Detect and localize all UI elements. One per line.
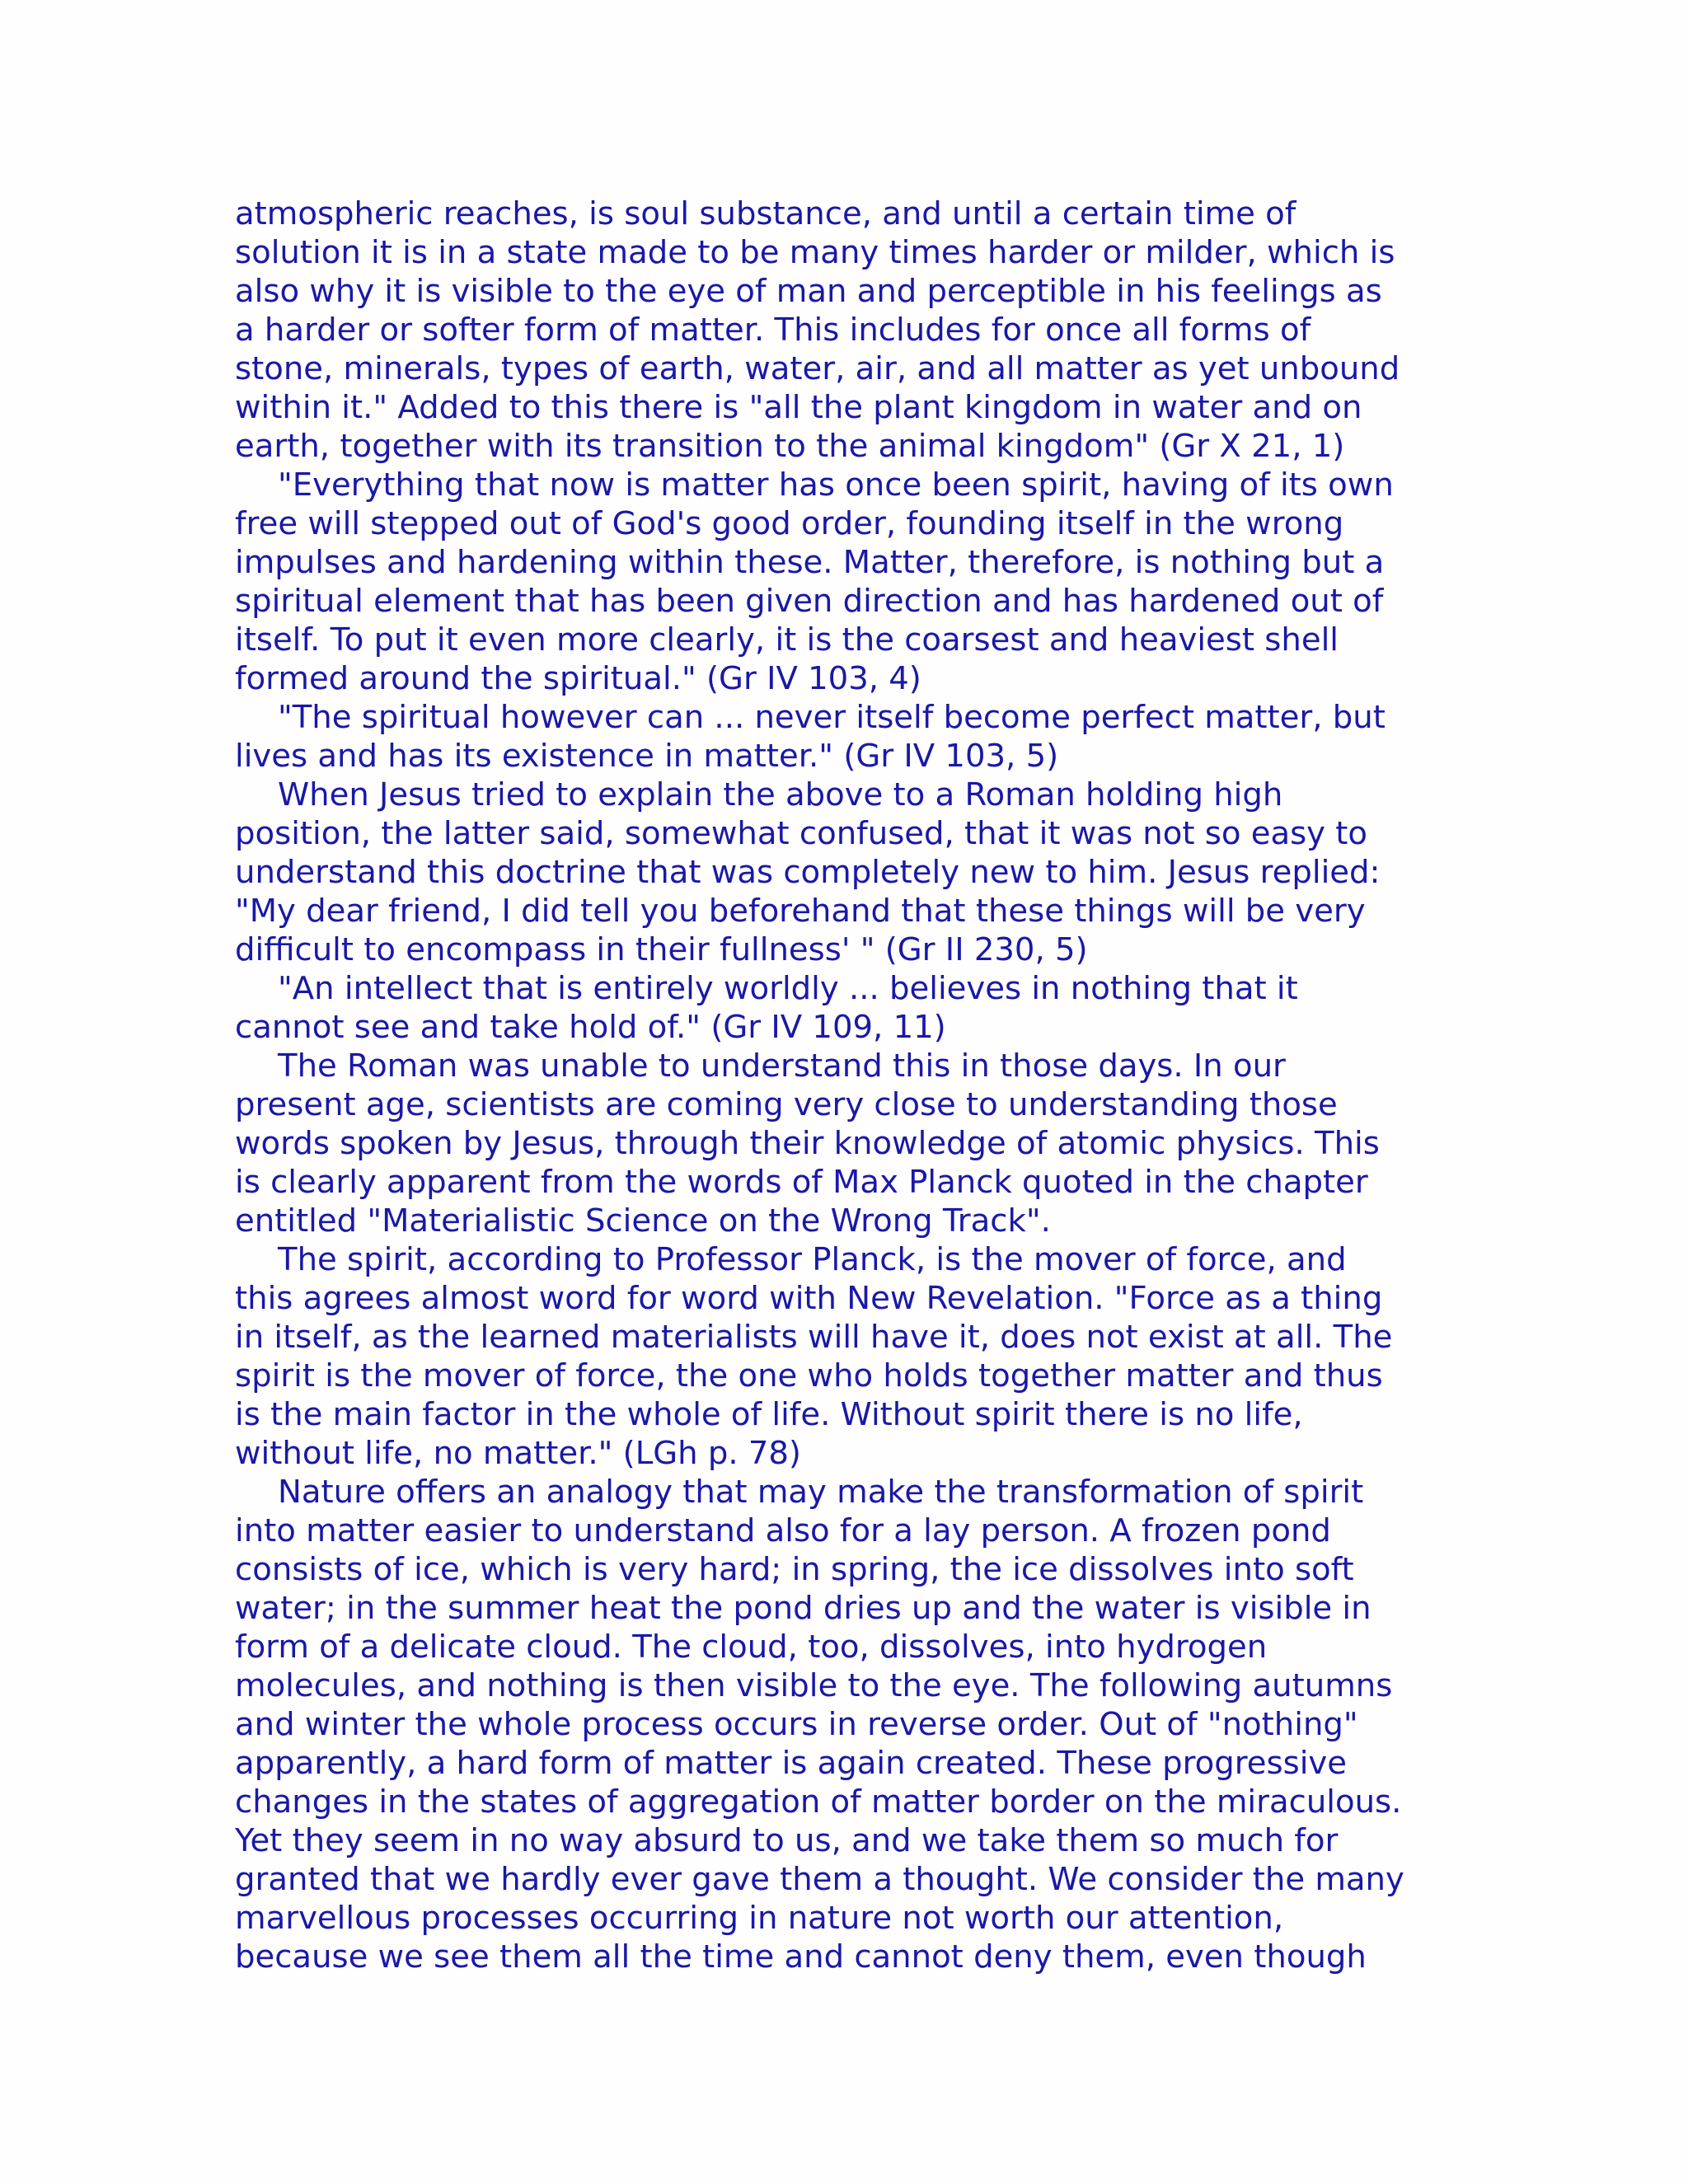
text-line: stone, minerals, types of earth, water, air, and all matter as yet unbound: [235, 350, 1400, 387]
paragraph-start-line: The spirit, according to Professor Planck, is the mover of force, and: [278, 1241, 1347, 1278]
paragraph-start-line: "Everything that now is matter has once been spirit, having of its own: [278, 466, 1394, 504]
paragraph-start-line: Nature offers an analogy that may make the transformation of spirit: [278, 1474, 1364, 1511]
text-line: cannot see and take hold of." (Gr IV 109, 11): [235, 1009, 946, 1046]
text-line: changes in the states of aggregation of matter border on the miraculous.: [235, 1783, 1402, 1821]
text-line: words spoken by Jesus, through their knowledge of atomic physics. This: [235, 1125, 1380, 1162]
text-line: entitled "Materialistic Science on the Wrong Track".: [235, 1202, 1051, 1240]
text-line: position, the latter said, somewhat confused, that it was not so easy to: [235, 815, 1368, 852]
text-line: in itself, as the learned materialists will have it, does not exist at all. The: [235, 1319, 1393, 1356]
paragraph-start-line: The Roman was unable to understand this in those days. In our: [278, 1047, 1286, 1085]
text-line: difficult to encompass in their fullness' " (Gr II 230, 5): [235, 931, 1088, 968]
text-line: spirit is the mover of force, the one who holds together matter and thus: [235, 1357, 1383, 1394]
text-line: also why it is visible to the eye of man and perceptible in his feelings as: [235, 273, 1382, 310]
text-line: apparently, a hard form of matter is again created. These progressive: [235, 1745, 1347, 1782]
text-line: formed around the spiritual." (Gr IV 103, 4): [235, 660, 921, 697]
text-line: Yet they seem in no way absurd to us, and we take them so much for: [235, 1822, 1339, 1859]
text-line: consists of ice, which is very hard; in spring, the ice dissolves into soft: [235, 1551, 1354, 1588]
text-line: molecules, and nothing is then visible to the eye. The following autumns: [235, 1667, 1393, 1704]
body-text: [235, 194, 1471, 1976]
text-line: impulses and hardening within these. Matter, therefore, is nothing but a: [235, 544, 1385, 581]
text-line: marvellous processes occurring in nature not worth our attention,: [235, 1900, 1284, 1937]
text-line: spiritual element that has been given direction and has hardened out of: [235, 583, 1384, 620]
text-line: without life, no matter." (LGh p. 78): [235, 1435, 801, 1472]
text-line: is the main factor in the whole of life. Without spirit there is no life,: [235, 1396, 1303, 1433]
text-line: a harder or softer form of matter. This includes for once all forms of: [235, 312, 1311, 349]
text-line: "My dear friend, I did tell you beforehand that these things will be very: [235, 893, 1366, 930]
text-line: form of a delicate cloud. The cloud, too, dissolves, into hydrogen: [235, 1629, 1268, 1666]
text-line: present age, scientists are coming very close to understanding those: [235, 1086, 1338, 1123]
text-line: granted that we hardly ever gave them a thought. We consider the many: [235, 1861, 1404, 1898]
text-line: solution it is in a state made to be many times harder or milder, which is: [235, 234, 1395, 271]
text-line: atmospheric reaches, is soul substance, and until a certain time of: [235, 195, 1296, 232]
text-line: is clearly apparent from the words of Max Planck quoted in the chapter: [235, 1164, 1368, 1201]
text-line: water; in the summer heat the pond dries up and the water is visible in: [235, 1590, 1372, 1627]
paragraph-start-line: "The spiritual however can ... never itself become perfect matter, but: [278, 699, 1386, 736]
text-line: into matter easier to understand also for a lay person. A frozen pond: [235, 1512, 1331, 1549]
text-line: this agrees almost word for word with New Revelation. "Force as a thing: [235, 1280, 1383, 1317]
text-line: lives and has its existence in matter." (Gr IV 103, 5): [235, 738, 1059, 775]
text-line: within it." Added to this there is "all the plant kingdom in water and on: [235, 389, 1362, 426]
text-line: itself. To put it even more clearly, it is the coarsest and heaviest shell: [235, 621, 1339, 658]
text-line: understand this doctrine that was completely new to him. Jesus replied:: [235, 854, 1381, 891]
paragraph-start-line: "An intellect that is entirely worldly ... believes in nothing that it: [278, 970, 1298, 1007]
text-line: and winter the whole process occurs in reverse order. Out of "nothing": [235, 1706, 1358, 1743]
text-line: earth, together with its transition to the animal kingdom" (Gr X 21, 1): [235, 428, 1345, 465]
text-line: free will stepped out of God's good order, founding itself in the wrong: [235, 505, 1344, 542]
paragraph-start-line: When Jesus tried to explain the above to a Roman holding high: [278, 776, 1283, 813]
text-line: because we see them all the time and cannot deny them, even though: [235, 1938, 1367, 1975]
